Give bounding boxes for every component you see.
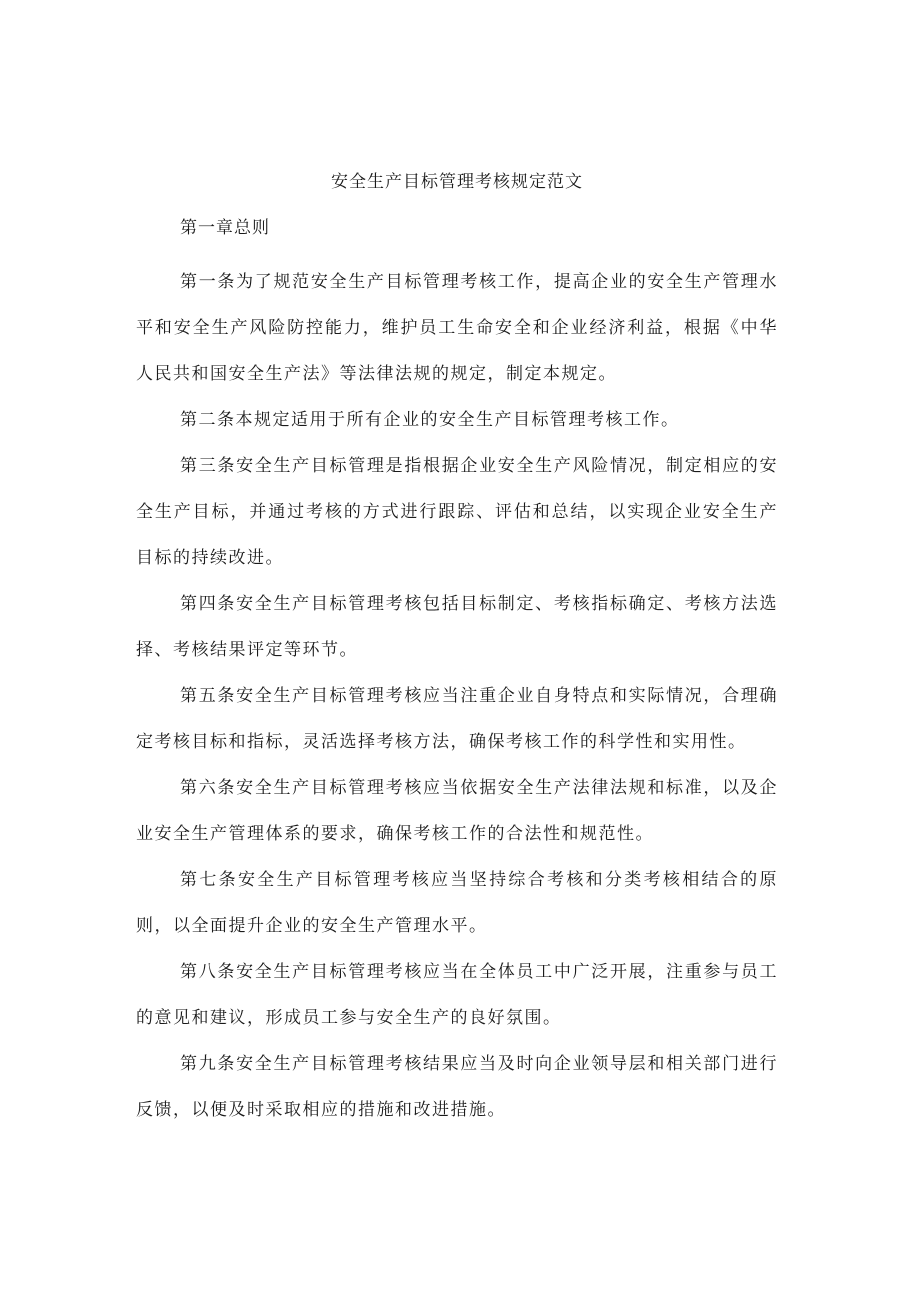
- article-5: 第五条安全生产目标管理考核应当注重企业自身特点和实际情况，合理确定考核目标和指标，灵活选择考核方法，确保考核工作的科学性和实用性。: [136, 686, 778, 752]
- article-6: 第六条安全生产目标管理考核应当依据安全生产法律法规和标准，以及企业安全生产管理体系的要求，确保考核工作的合法性和规范性。: [136, 778, 778, 844]
- article-9: 第九条安全生产目标管理考核结果应当及时向企业领导层和相关部门进行反馈，以便及时采取相应的措施和改进措施。: [136, 1054, 778, 1120]
- article-4: 第四条安全生产目标管理考核包括目标制定、考核指标确定、考核方法选择、考核结果评定等环节。: [136, 594, 778, 660]
- article-3: 第三条安全生产目标管理是指根据企业安全生产风险情况，制定相应的安全生产目标，并通过考核的方式进行跟踪、评估和总结，以实现企业安全生产目标的持续改进。: [136, 456, 778, 568]
- article-7: 第七条安全生产目标管理考核应当坚持综合考核和分类考核相结合的原则，以全面提升企业的安全生产管理水平。: [136, 870, 778, 936]
- article-2: 第二条本规定适用于所有企业的安全生产目标管理考核工作。: [180, 410, 680, 430]
- chapter-heading: 第一章总则: [180, 218, 270, 238]
- document-body: [136, 167, 778, 1133]
- document-title: 安全生产目标管理考核规定范文: [331, 172, 583, 192]
- article-8: 第八条安全生产目标管理考核应当在全体员工中广泛开展，注重参与员工的意见和建议，形成员工参与安全生产的良好氛围。: [136, 962, 778, 1028]
- article-1: 第一条为了规范安全生产目标管理考核工作，提高企业的安全生产管理水平和安全生产风险防控能力，维护员工生命安全和企业经济利益，根据《中华人民共和国安全生产法》等法律法规的规定，制定本规定。: [136, 272, 778, 384]
